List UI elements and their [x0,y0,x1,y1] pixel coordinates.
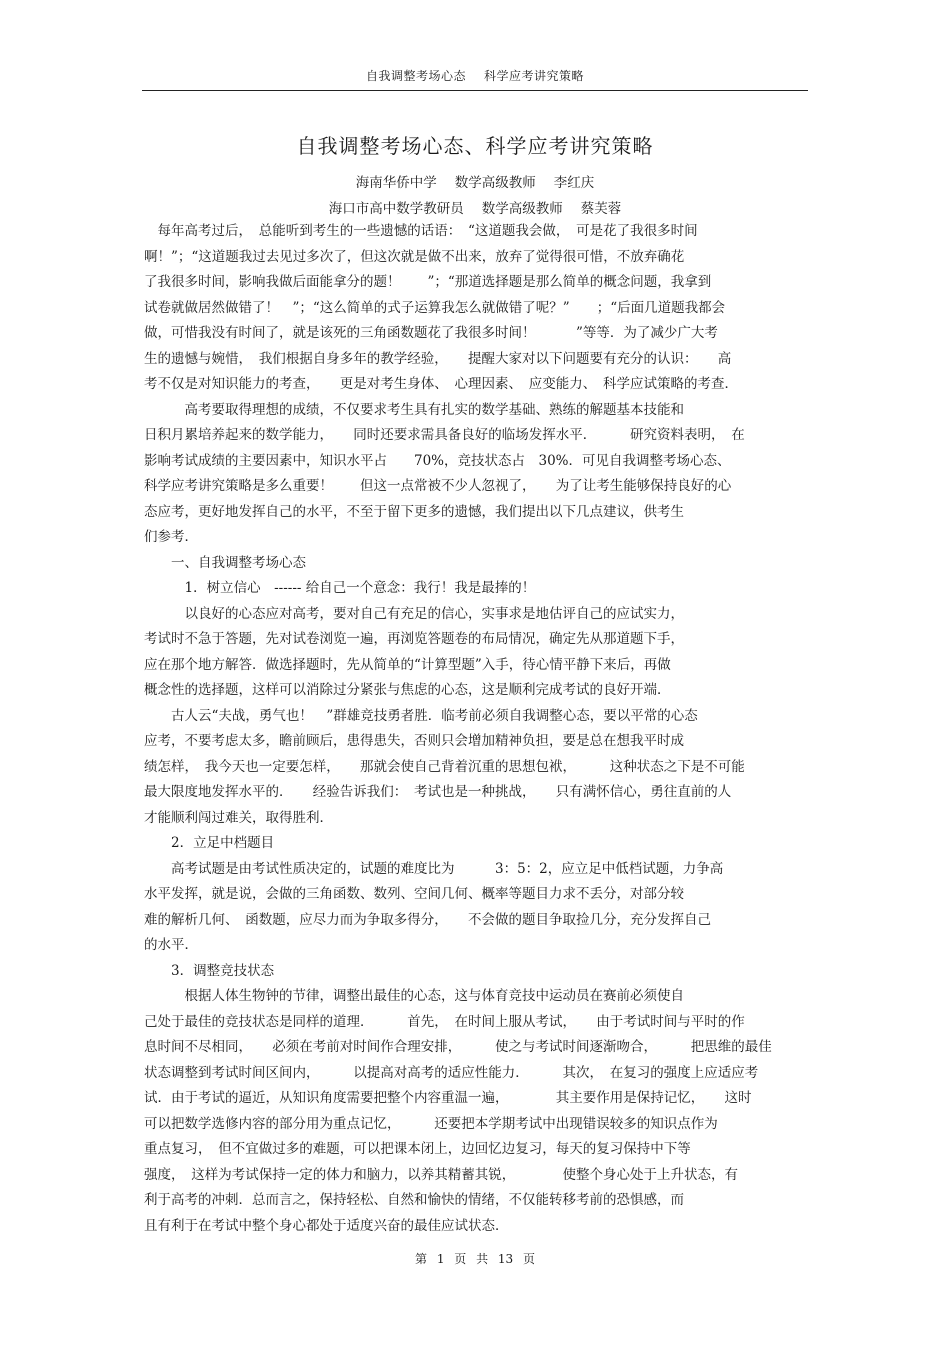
text-line: 做，可惜我没有时间了，就是该死的三角函数题花了我很多时间！ ”等等．为了减少广大考 [144,325,718,341]
text-line: 利于高考的冲刺．总而言之，保持轻松、自然和愉快的情绪，不仅能转移考前的恐惧感，而 [144,1192,684,1208]
author-org: 海口市高中数学教研员 [328,201,464,217]
text-line: 以良好的心态应对高考，要对自己有充足的信心，实事求是地估评自己的应试实力， [144,605,684,622]
text-line: 考试时不急于答题，先对试卷浏览一遍，再浏览答题卷的布局情况，确定先从那道题下手， [144,631,684,647]
header-rule [142,90,808,91]
text-line: 绩怎样， 我今天也一定要怎样， 那就会使自己背着沉重的思想包袱， 这种状态之下是不可能 [144,758,745,775]
document-title: 自我调整考场心态、科学应考讲究策略 [296,134,654,158]
text-line: 生的遗憾与婉惜， 我们根据自身多年的教学经验， 提醒大家对以下问题要有充分的认识： 高 [144,350,732,367]
text-line: 试卷就做居然做错了！ ”；“这么简单的式子运算我怎么就做错了呢？” ；“后面几道题我都会 [144,299,726,316]
author-role: 数学高级教师 [481,201,563,217]
text-line: 们参考． [144,529,198,545]
author-name: 李红庆 [553,175,595,191]
page-footer: 第 1 页 共 13 页 [415,1252,535,1266]
text-line: 强度， 这样为考试保持一定的体力和脑力，以养其精蓄其锐， 使整个身心处于上升状态，有 [144,1166,738,1183]
text-line: 状态调整到考试时间区间内， 以提高对高考的适应性能力． 其次， 在复习的强度上应适应考 [144,1064,759,1081]
text-line: 古人云“夫战，勇气也！ ”群雄竞技勇者胜．临考前必须自我调整心态，要以平常的心态 [144,707,698,724]
author-line-1 [0,171,950,191]
text-line: 高考要取得理想的成绩，不仅要求考生具有扎实的数学基础、熟练的解题基本技能和 [144,401,684,418]
text-line: 根据人体生物钟的节律，调整出最佳的心态，这与体育竞技中运动员在赛前必须使自 [144,988,684,1004]
text-line: 试．由于考试的逼近，从知识角度需要把整个内容重温一遍， 其主要作用是保持记忆， 这时 [144,1090,752,1106]
header-left-text: 自我调整考场心态 [365,69,466,83]
text-line: 高考试题是由考试性质决定的，试题的难度比为 3：5：2，应立足中低档试题，力争高 [144,860,724,877]
text-line: 且有利于在考试中整个身心都处于适度兴奋的最佳应试状态． [144,1217,509,1234]
text-line: 才能顺利闯过难关，取得胜利． [144,809,333,826]
author-role: 数学高级教师 [454,175,536,191]
body-text [144,219,809,1239]
text-line: 重点复习， 但不宜做过多的难题，可以把课本闭上，边回忆边复习，每天的复习保持中下等 [144,1141,691,1157]
text-line: 一、自我调整考场心态 [144,554,306,571]
text-line: 3．调整竞技状态 [144,962,275,979]
running-header [0,67,950,84]
author-name: 蔡芙蓉 [580,201,622,217]
author-org: 海南华侨中学 [355,175,437,191]
text-line: 概念性的选择题，这样可以消除过分紧张与焦虑的心态，这是顺利完成考试的良好开端． [144,682,671,698]
text-line: 最大限度地发挥水平的． 经验告诉我们： 考试也是一种挑战， 只有满怀信心，勇往直前的人 [144,784,732,800]
text-line: 了我很多时间，影响我做后面能拿分的题！ ”；“那道选择题是那么简单的概念问题，我拿到 [144,274,712,290]
text-line: 应考，不要考虑太多，瞻前顾后，患得患失，否则只会增加精神负担，要是总在想我平时成 [144,733,684,749]
text-line: 可以把数学选修内容的部分用为重点记忆， 还要把本学期考试中出现错误较多的知识点作为 [144,1115,718,1132]
text-line: 科学应考讲究策略是多么重要！ 但这一点常被不少人忽视了， 为了让考生能够保持良好的心 [144,478,732,494]
text-line: 难的解析几何、 函数题，应尽力而为争取多得分， 不会做的题目争取捡几分，充分发挥自己 [144,911,711,928]
text-line: 2．立足中档题目 [144,835,275,851]
text-line: 应在那个地方解答．做选择题时，先从简单的“计算型题”入手，待心情平静下来后，再做 [144,656,671,673]
text-line: 日积月累培养起来的数学能力， 同时还要求需具备良好的临场发挥水平． 研究资料表明， 在 [144,427,745,443]
text-line: 己处于最佳的竞技状态是同样的道理． 首先， 在时间上服从考试， 由于考试时间与平时的作 [144,1013,745,1030]
text-line: 态应考，更好地发挥自己的水平，不至于留下更多的遗憾，我们提出以下几点建议，供考生 [144,503,684,520]
text-line: 水平发挥，就是说，会做的三角函数、数列、空间几何、概率等题目力求不丢分，对部分较 [144,886,684,902]
text-line: 啊！”；“这道题我过去见过多次了，但这次就是做不出来，放弃了觉得很可惜，不放弃确花 [144,248,685,265]
text-line: 1．树立信心 ------ 给自己一个意念：我行！我是最捧的！ [144,580,536,596]
author-line-2 [0,197,950,217]
header-right-text: 科学应考讲究策略 [484,69,585,83]
text-line: 息时间不尽相同， 必须在考前对时间作合理安排， 使之与考试时间逐渐吻合， 把思维的最佳 [144,1039,772,1055]
text-line: 考不仅是对知识能力的考查， 更是对考生身体、 心理因素、 应变能力、 科学应试策略的考查． [144,376,738,392]
text-line: 的水平． [144,937,198,953]
text-line: 影响考试成绩的主要因素中，知识水平占 70%，竞技状态占 30%．可见自我调整考场心态、 [144,452,731,469]
text-line: 每年高考过后， 总能听到考生的一些遗憾的话语： “这道题我会做， 可是花了我很多时间 [144,223,698,239]
